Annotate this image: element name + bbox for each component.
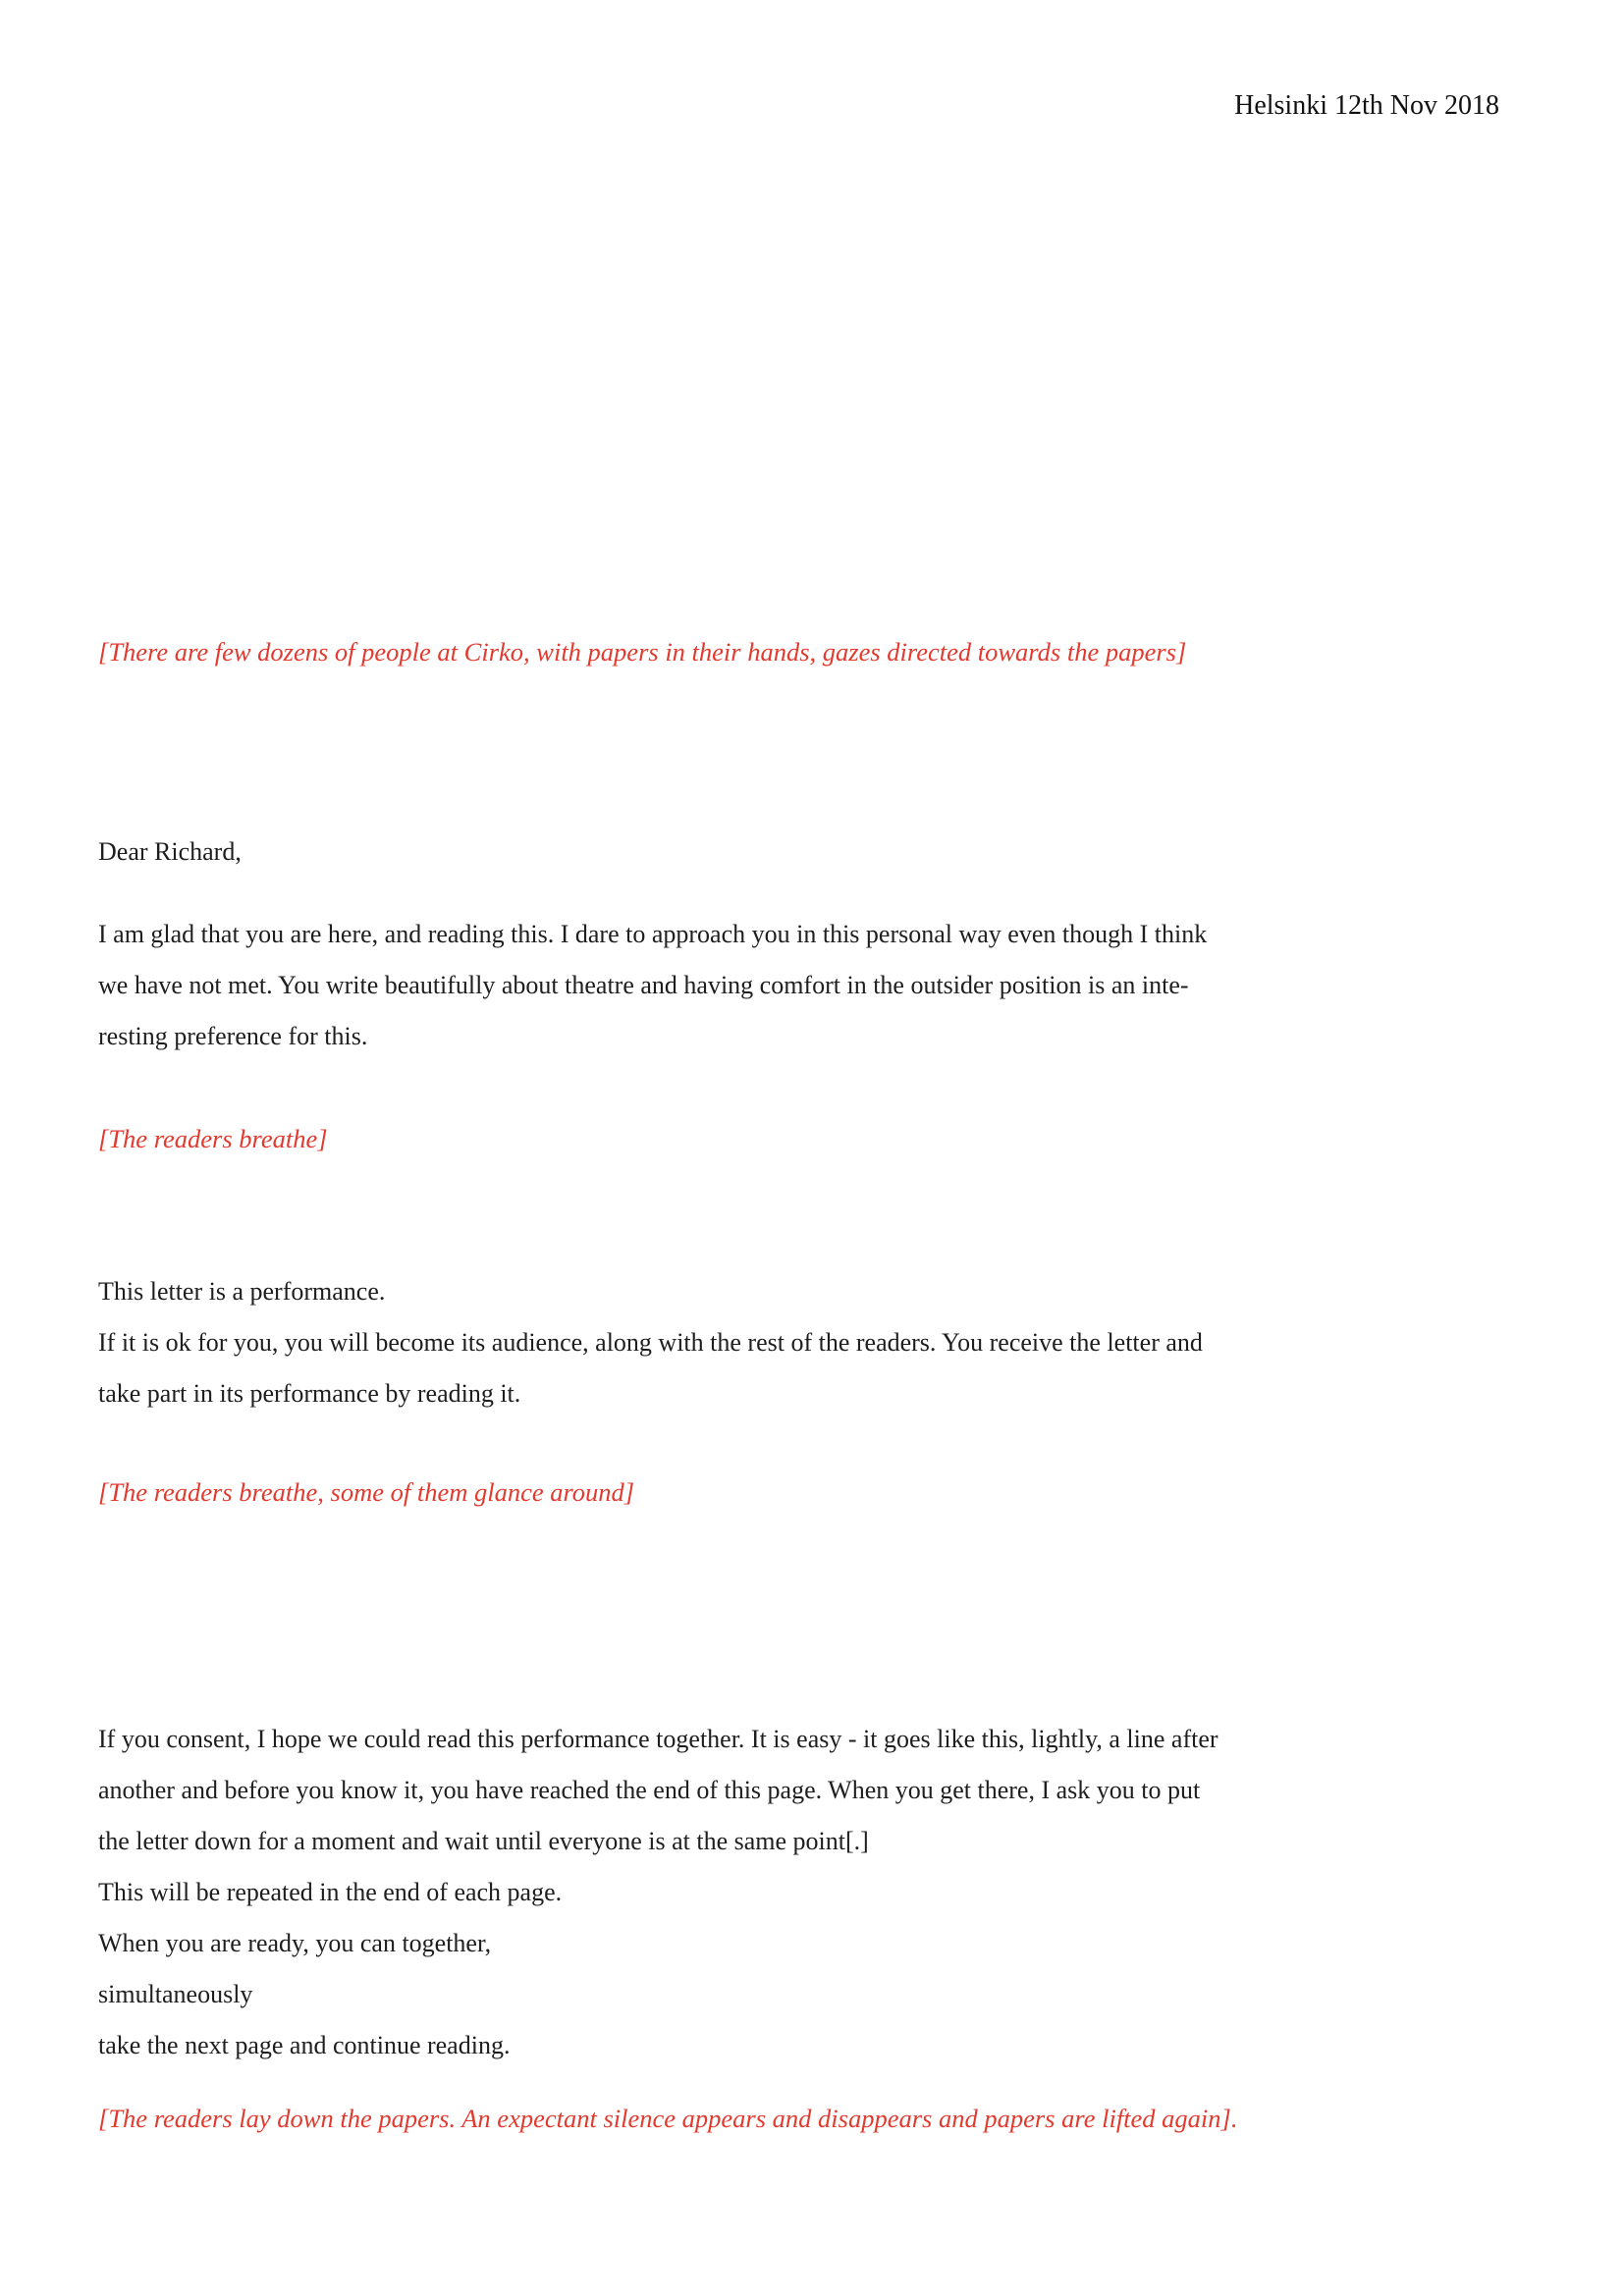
paragraph-block (98, 1714, 1504, 2071)
line-text: [The readers lay down the papers. An expectant silence appears and disappears and papers are lifted again]. (98, 2104, 1238, 2133)
letter-body (98, 0, 1504, 2296)
letter-line (98, 960, 1504, 1011)
line-text: [The readers breathe] (98, 1124, 328, 1153)
line-text: simultaneously (98, 1980, 253, 2008)
line-text: When you are ready, you can together, (98, 1929, 492, 1957)
letter-line (98, 909, 1504, 960)
line-text: the letter down for a moment and wait until everyone is at the same point[.] (98, 1827, 869, 1855)
stage-direction-block (98, 1467, 1504, 1518)
stage-direction-line (98, 2093, 1504, 2144)
letter-line (98, 1368, 1504, 1419)
stage-direction-block (98, 2093, 1504, 2144)
date-line: Helsinki 12th Nov 2018 (1234, 90, 1499, 121)
line-text: This will be repeated in the end of each page. (98, 1878, 563, 1906)
letter-line (98, 1918, 1504, 1969)
line-text: take the next page and continue reading. (98, 2031, 511, 2059)
letter-line (98, 1816, 1504, 1867)
letter-line (98, 1969, 1504, 2020)
paragraph-block (98, 909, 1504, 1062)
stage-direction-block (98, 1113, 1504, 1164)
line-text: Dear Richard, (98, 837, 242, 866)
stage-direction-line (98, 1113, 1504, 1164)
letter-line (98, 1867, 1504, 1918)
letter-line (98, 2020, 1504, 2071)
letter-line (98, 1317, 1504, 1368)
letter-line (98, 827, 1504, 878)
letter-line (98, 1011, 1504, 1062)
line-text: This letter is a performance. (98, 1277, 386, 1306)
letter-line (98, 1714, 1504, 1765)
line-text: another and before you know it, you have reached the end of this page. When you get there, I ask you to put (98, 1776, 1201, 1804)
line-text: If it is ok for you, you will become its audience, along with the rest of the readers. You receive the letter and (98, 1328, 1203, 1357)
paragraph-block (98, 1266, 1504, 1419)
stage-direction-line (98, 626, 1504, 677)
line-text: take part in its performance by reading it. (98, 1379, 521, 1408)
letter-line (98, 1266, 1504, 1317)
line-text: [There are few dozens of people at Cirko, with papers in their hands, gazes directed towards the papers] (98, 637, 1187, 667)
line-text: [The readers breathe, some of them glance around] (98, 1477, 635, 1507)
line-text: resting preference for this. (98, 1022, 368, 1050)
line-text: If you consent, I hope we could read this performance together. It is easy - it goes like this, lightly, a line after (98, 1725, 1218, 1753)
line-text: I am glad that you are here, and reading this. I dare to approach you in this personal way even though I think (98, 920, 1208, 948)
stage-direction-line (98, 1467, 1504, 1518)
line-text: we have not met. You write beautifully about theatre and having comfort in the outsider position is an inte- (98, 971, 1189, 999)
letter-line (98, 1765, 1504, 1816)
stage-direction-block (98, 626, 1504, 677)
paragraph-block (98, 827, 1504, 878)
